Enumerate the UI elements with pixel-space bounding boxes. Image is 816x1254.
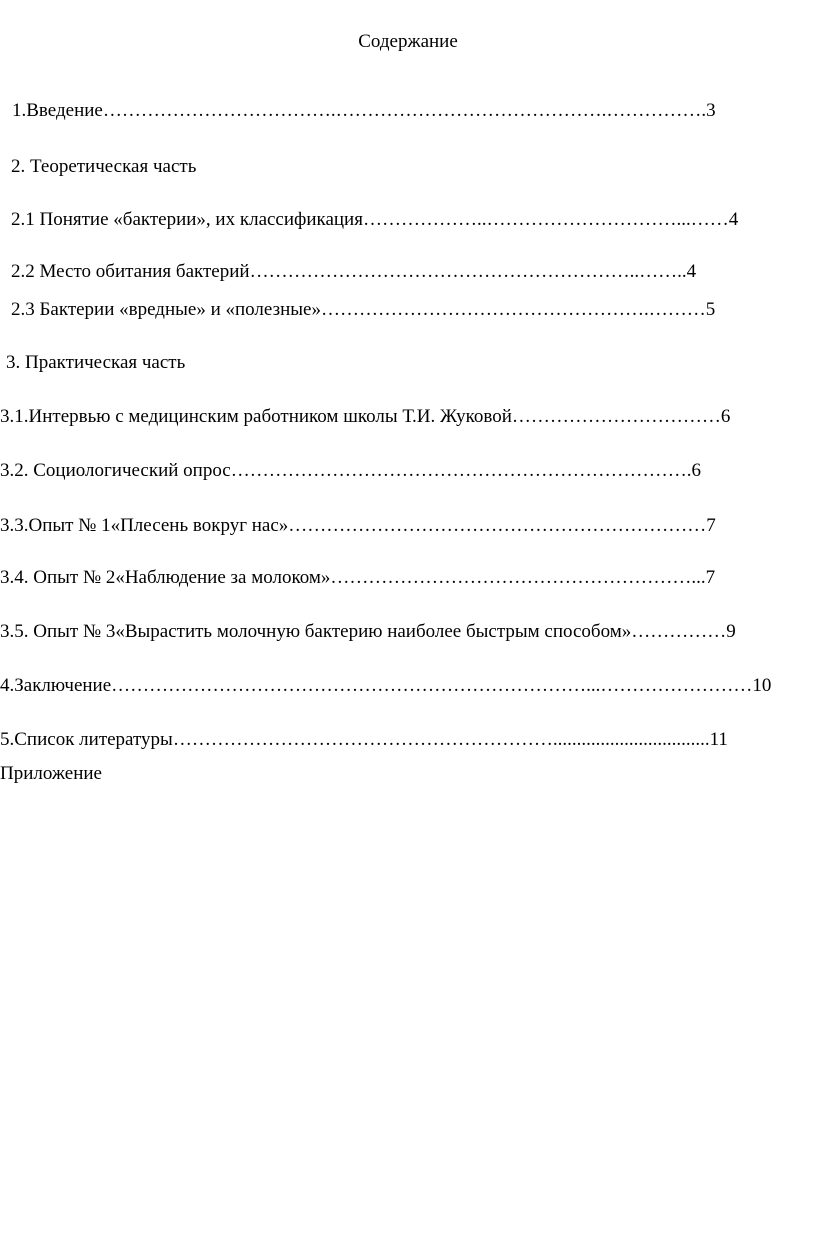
toc-entry-practical-section: 3. Практическая часть	[6, 352, 186, 373]
toc-entry-experiment-2: 3.4. Опыт № 2«Наблюдение за молоком»…………………………………………………...7	[0, 567, 716, 588]
toc-entry-harmful-useful: 2.3 Бактерии «вредные» и «полезные»…………………………………………….………5	[11, 299, 716, 320]
toc-entry-references: 5.Список литературы…………………………………………………….................................11	[0, 729, 728, 750]
contents-title: Содержание	[358, 31, 458, 52]
toc-entry-bacteria-concept: 2.1 Понятие «бактерии», их классификация………………..…………………………...……4	[11, 209, 739, 230]
toc-entry-conclusion: 4.Заключение…………………………………………………………………...……………………10	[0, 675, 772, 696]
toc-entry-interview: 3.1.Интервью с медицинским работником школы Т.И. Жуковой……………………………6	[0, 406, 731, 427]
toc-entry-experiment-3: 3.5. Опыт № 3«Вырастить молочную бактерию наиболее быстрым способом»……………9	[0, 621, 736, 642]
toc-entry-bacteria-habitat: 2.2 Место обитания бактерий……………………………………………………..……..4	[11, 261, 697, 282]
toc-entry-introduction: 1.Введение……………………………….…………………………………….…………….3	[12, 100, 716, 121]
toc-entry-appendix: Приложение	[0, 763, 102, 784]
toc-entry-survey: 3.2. Социологический опрос……………………………………………………………….6	[0, 460, 701, 481]
toc-entry-theory-section: 2. Теоретическая часть	[11, 156, 197, 177]
toc-entry-experiment-1: 3.3.Опыт № 1«Плесень вокруг нас»…………………………………………………………7	[0, 515, 716, 536]
